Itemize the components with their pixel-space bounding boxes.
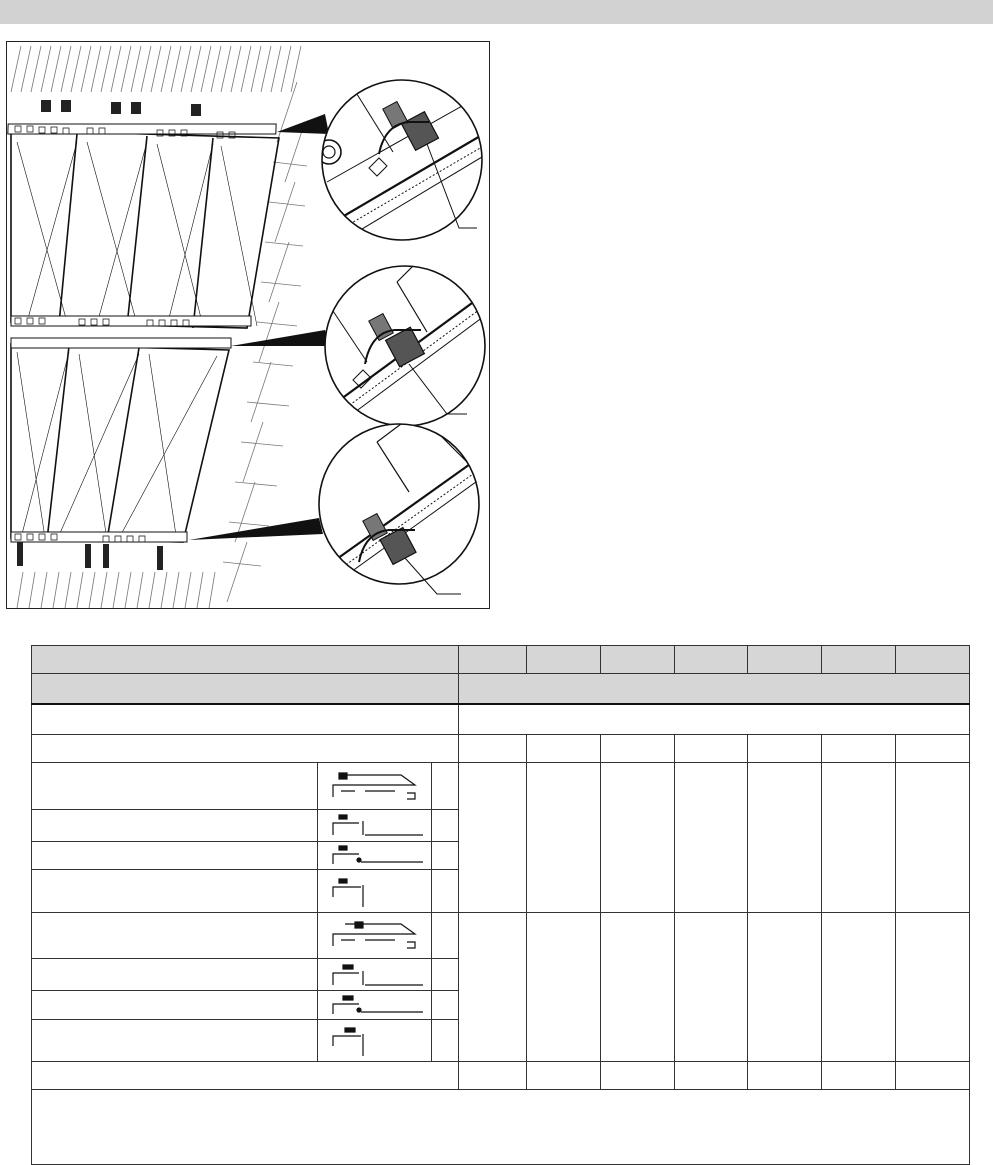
profile-double-bend-icon — [318, 912, 432, 958]
table-span-cell — [459, 704, 970, 734]
table-row — [32, 763, 970, 809]
table-cell — [748, 1061, 822, 1089]
table-cell — [527, 763, 601, 912]
profile-vertical-icon — [318, 870, 432, 912]
table-cell — [32, 734, 459, 762]
table-cell — [32, 870, 318, 912]
top-band — [0, 0, 993, 24]
table-cell — [432, 870, 459, 912]
table-cell — [748, 734, 822, 762]
footnote-cell — [32, 1090, 970, 1165]
profile-double-bend-icon — [318, 763, 432, 809]
table-row — [32, 734, 970, 762]
profile-step-icon — [318, 958, 432, 990]
spec-table — [31, 645, 970, 1165]
table-cell — [459, 734, 527, 762]
profile-flat-icon — [318, 991, 432, 1019]
table-cell — [601, 763, 675, 912]
table-cell — [32, 912, 318, 958]
profile-vertical-icon — [318, 1019, 432, 1061]
table-cell — [32, 958, 318, 990]
table-cell — [822, 763, 896, 912]
table-cell — [32, 704, 459, 734]
table-header-row — [32, 646, 970, 674]
table-cell — [822, 1061, 896, 1089]
table-cell — [822, 912, 896, 1061]
roof-mounting-illustration — [7, 42, 489, 608]
table-cell — [601, 1061, 675, 1089]
table-cell — [896, 763, 970, 912]
header-cell — [748, 646, 822, 674]
table-cell — [432, 991, 459, 1019]
table-cell — [527, 912, 601, 1061]
table-cell — [675, 1061, 748, 1089]
table-cell — [601, 912, 675, 1061]
table-cell — [432, 763, 459, 809]
table-cell — [432, 809, 459, 841]
table-cell — [32, 1061, 459, 1089]
table-row — [32, 1061, 970, 1089]
clamp-detail-bottom-icon — [319, 412, 487, 594]
header-cell — [459, 646, 527, 674]
clamp-detail-middle-icon — [307, 242, 487, 426]
table-cell — [32, 1019, 318, 1061]
subheader-cell — [32, 674, 459, 704]
header-cell — [675, 646, 748, 674]
table-cell — [432, 1019, 459, 1061]
table-cell — [527, 1061, 601, 1089]
table-cell — [432, 912, 459, 958]
table-row — [32, 704, 970, 734]
table-cell — [896, 734, 970, 762]
table-cell — [32, 763, 318, 809]
table-cell — [32, 841, 318, 869]
table-cell — [896, 1061, 970, 1089]
header-cell — [527, 646, 601, 674]
table-cell — [822, 734, 896, 762]
table-cell — [748, 912, 822, 1061]
table-cell — [675, 763, 748, 912]
table-cell — [896, 912, 970, 1061]
header-cell — [896, 646, 970, 674]
table-cell — [527, 734, 601, 762]
table-cell — [432, 958, 459, 990]
table-cell — [675, 734, 748, 762]
table-cell — [32, 809, 318, 841]
table-cell — [459, 1061, 527, 1089]
header-cell — [822, 646, 896, 674]
profile-flat-icon — [318, 841, 432, 869]
table-cell — [459, 763, 527, 912]
table-subheader-row — [32, 674, 970, 704]
header-cell — [601, 646, 675, 674]
clamp-detail-top-icon — [317, 62, 487, 240]
subheader-span-cell — [459, 674, 970, 704]
roof-mounting-figure — [6, 41, 490, 609]
table-cell — [601, 734, 675, 762]
table-row — [32, 912, 970, 958]
profile-step-icon — [318, 809, 432, 841]
table-cell — [459, 912, 527, 1061]
table-cell — [675, 912, 748, 1061]
table-footnote-row — [32, 1090, 970, 1165]
header-cell — [32, 646, 459, 674]
table-cell — [432, 841, 459, 869]
table-cell — [748, 763, 822, 912]
table-cell — [32, 991, 318, 1019]
